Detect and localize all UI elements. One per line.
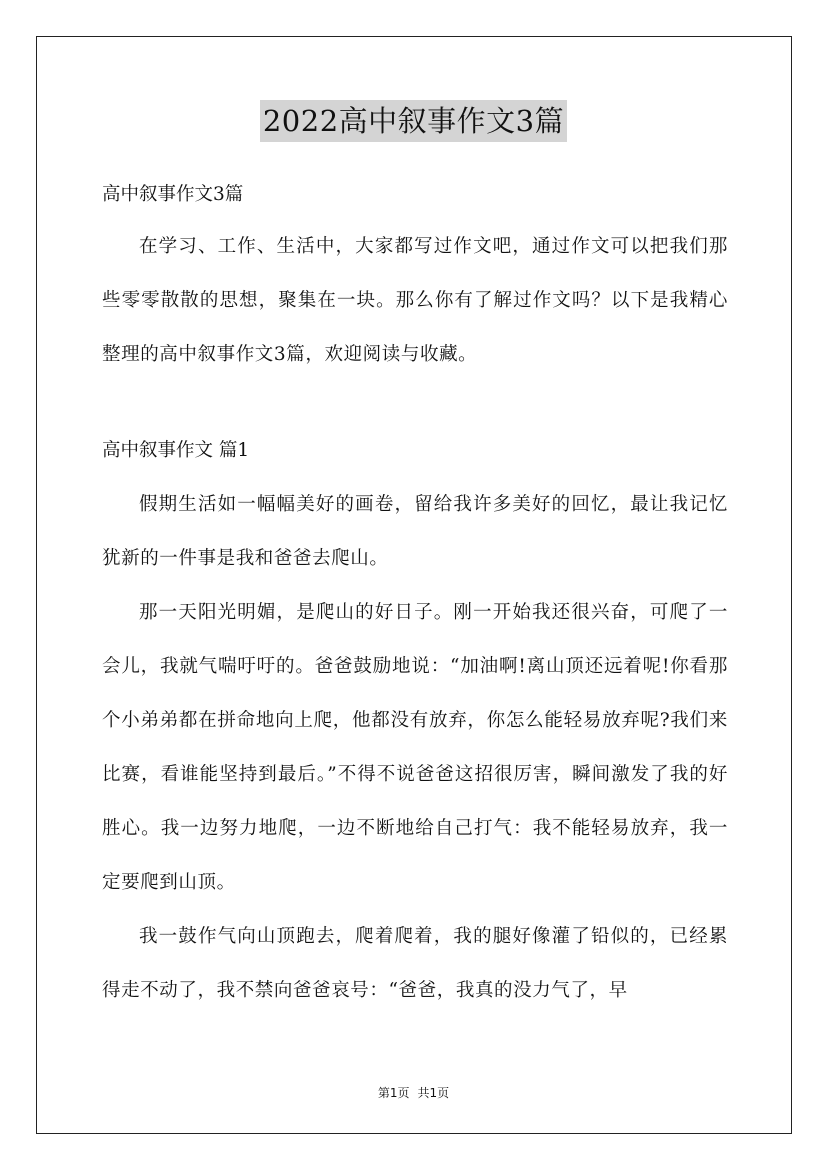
- section-spacer: [102, 382, 728, 426]
- document-subtitle: 高中叙事作文3篇: [102, 184, 244, 205]
- page-total: 共1页: [417, 1086, 450, 1100]
- page-number: 第1页: [377, 1086, 410, 1100]
- body-paragraph-3: 我一鼓作气向山顶跑去，爬着爬着，我的腿好像灌了铅似的，已经累得走不动了，我不禁向爸爸哀号：“爸爸，我真的没力气了，早: [102, 926, 728, 1001]
- title-container: [0, 100, 827, 142]
- document-body: [102, 170, 728, 1018]
- document-title: 2022高中叙事作文3篇: [260, 100, 567, 142]
- page-footer: [0, 1085, 827, 1101]
- body-paragraph-1: 假期生活如一幅幅美好的画卷，留给我许多美好的回忆，最让我记忆犹新的一件事是我和爸爸去爬山。: [102, 494, 728, 569]
- intro-paragraph: 在学习、工作、生活中，大家都写过作文吧，通过作文可以把我们那些零零散散的思想，聚集在一块。那么你有了解过作文吗？以下是我精心整理的高中叙事作文3篇，欢迎阅读与收藏。: [102, 236, 728, 365]
- section-heading: 高中叙事作文 篇1: [102, 440, 250, 461]
- body-paragraph-2: 那一天阳光明媚，是爬山的好日子。刚一开始我还很兴奋，可爬了一会儿，我就气喘吁吁的。爸爸鼓励地说：“加油啊!离山顶还远着呢!你看那个小弟弟都在拼命地向上爬，他都没有放弃，你怎么能轻易放弃呢?我们来比赛，看谁能坚持到最后。”不得不说爸爸这招很厉害，瞬间激发了我的好胜心。我一边努力地爬，一边不断地给自己打气：我不能轻易放弃，我一定要爬到山顶。: [102, 602, 728, 893]
